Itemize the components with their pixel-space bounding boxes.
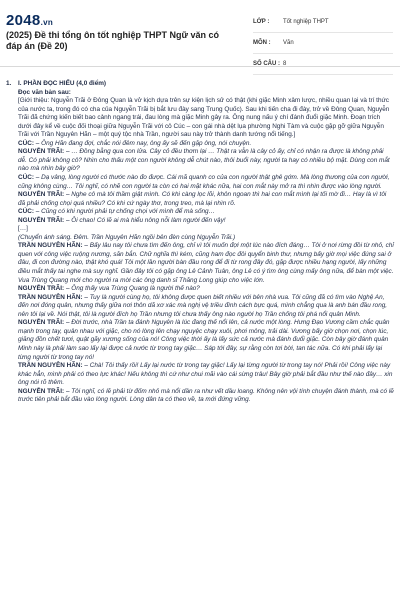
speaker-name: CÚC: — [18, 139, 34, 147]
ellipsis-marker: […] — [18, 225, 28, 233]
speaker-name: NGUYỄN TRÃI: — [18, 191, 65, 199]
dialogue-line — [18, 319, 394, 362]
speaker-name: NGUYỄN TRÃI: — [18, 285, 65, 293]
dialogue-line — [18, 148, 394, 174]
dialogue-line — [18, 388, 394, 405]
meta-row-question-count — [253, 54, 393, 75]
dialogue-line — [18, 242, 394, 285]
page-title: (2025) Đề thi tổng ôn tốt nghiệp THPT Ngữ văn có đáp án (Đề 20) — [6, 30, 220, 51]
site-logo[interactable] — [6, 12, 53, 29]
dialogue-text: – Nghe cô mà tôi thầm giật mình. Có khi càng lọc lõi, khôn ngoan thì hai con mắt mình lại tối mờ đi… Hay là vì tôi đã phải chống chọi quá nhiều? Có khi cứ ngày thơ, trong treo, mà lại nhìn rõ. — [18, 191, 387, 207]
dialogue-text: – Cũng có khi người phải tự chống chọi với mình để mà sống… — [35, 208, 216, 216]
dialogue-text: – Dạ vâng, lòng người có thước nào đo được. Cái mã quanh co của con người thật ghê gớm. Mà lòng thương của con người, cũng không cùng… Tôi nghĩ, có nhẽ con người ta còn có hai mặt khác nữa, hai con mắt này mở ra thì nhìn được vào lòng người. — [18, 174, 390, 190]
dialogue-text: – Tôi nghĩ, có lẽ phải từ đốm nhỏ mà nổi dần ra như vết dầu loang. Không nên vội tính chuyện đánh thành, mà có lẽ trước tiên phải bắt đầu vào lòng người. Lòng dân ta có theo về, ta mới đứng vững. — [18, 387, 394, 404]
read-label: Đọc văn bản sau: — [18, 88, 71, 96]
dialogue-text: – Chà! Tôi thấy rồi! Lấy lại nước từ trong tay giặc! Lấy lại từng người từ trong tay nó! Phải rồi! Công việc này khác hẳn, mình phải có theo lực khác! Nếu không thì cứ như chui mãi vào cái sừng trâu! Bây giờ phải bắt đầu như thế nào đây… xin ông nói rõ thêm. — [18, 362, 393, 387]
speaker-name: NGUYỄN TRÃI: — [18, 387, 65, 395]
dialogue-line — [18, 217, 394, 226]
speaker-name: TRẦN NGUYÊN HÃN: — [18, 362, 83, 370]
meta-value: Văn — [283, 40, 294, 46]
meta-row-class — [253, 12, 393, 33]
dialogue-line — [18, 362, 394, 388]
dialogue-text: – Ôi chao! Có lẽ ai mà hiểu nông nỗi làm người đến vậy! — [65, 216, 226, 224]
dialogue-text: – … Đồng bằng qua con lửa. Cây cỏ đều thơm lại … Thật ra vẫn là cây cỏ ấy, chỉ có nhận ra được là không phải dễ. Có phải không cô? Nhìn cho thấu một con người không dễ chút nào, thôi buổi này, người ta hay có nhiều bộ mặt. Dùng con mắt nào mà nhìn bây giờ? — [18, 148, 390, 173]
meta-row-subject — [253, 33, 393, 54]
speaker-name: CÚC: — [18, 208, 34, 216]
speaker-name: NGUYỄN TRÃI: — [18, 216, 65, 224]
dialogue-line — [18, 174, 394, 191]
section-heading — [6, 80, 394, 89]
dialogue-line — [18, 208, 394, 217]
dialogue-text: – Ông Hãn đang đợi, chắc nói đêm nay, ông ấy sẽ đến gặp ông, nói chuyện. — [35, 139, 252, 147]
dialogue-text: – Đời trước, nhà Trần ta đánh Nguyên là lúc đang thế nổi lên, cả nước một lòng. Hưng Đạo Vương cầm chắc quân mạnh trong tay, quân nhau với giặc, cho nó lòng lên chạy nguyệc chạy xuôi, phơi mông, trải dài. Vương bấy giờ chọn nơi, chọn lúc, giăng đồn chết tươi, quật gãy xương sống của nó! Công việc thời ấy là lấy sức cả nước mà đánh đuổi giặc. Còn bây giờ đánh quân Minh này là phải làm sao lấy lại được cả nước từ trong tay giặc… Sáp tới đây, sự rằng còn tơi bời, tan tác nữa. Có khi phải lấy lại từng người từ trong tay nó! — [18, 319, 390, 361]
speaker-name: TRẦN NGUYÊN HÃN: — [18, 293, 83, 301]
speaker-name: NGUYỄN TRÃI: — [18, 148, 65, 156]
question-content — [6, 80, 394, 405]
dialogue-text: – Ông thấy vua Trùng Quang là người thế nào? — [65, 285, 200, 293]
speaker-name: TRẦN NGUYÊN HÃN: — [18, 242, 83, 250]
speaker-name: CÚC: — [18, 174, 34, 182]
meta-key: SỐ CÂU : — [253, 61, 280, 67]
dialogue-line — [18, 285, 394, 294]
logo-tld: .vn — [40, 18, 54, 27]
logo-text: 2048 — [6, 12, 41, 29]
meta-key: MÔN : — [253, 40, 271, 46]
intro-paragraph: [Giới thiệu: Nguyễn Trãi ở Đông Quan là vở kịch dựa trên sự kiện lịch sử có thật (khi giặc Minh xâm lược, nhiều quan lại và trí thức của nước ta, trong đó có cha của Nguyễn Trãi bị bắt lưu đày sang Trung Quốc). Sau khi tiến cha đi đày, trở về Đông Quan, Nguyễn Trãi đã chứng kiến biết bao cảnh ngang trái, đau lòng mà giặc Minh gây ra. Ông nung nấu ý chí đánh đuổi giặc Minh. Đoạn trích dưới đây kể về cuộc đối thoại giữa Nguyễn Trãi với cô Cúc – con gái nhà dệt lụa phường Nghi Tàm và cuộc gặp gỡ giữa Nguyễn Trãi với Trần Nguyên Hãn – một quý tộc nhà Trần, người sau này trở thành danh tướng nổi tiếng.] — [18, 97, 390, 139]
meta-value: 8 — [283, 61, 287, 67]
dialogue-text: – Bấy lâu nay tôi chưa tìm đến ông, chỉ vì tôi muốn đợi một lúc nào đích đáng… Tôi ở nơi rừng đồi từ nhỏ, chỉ quen với công việc ruộng nương, săn bắn. Chữ nghĩa thì kém, cũng ham đọc đôi quyển binh thư, nhưng bấy giờ mọi việc đúng sai ở đâu, đi con đường nào, thật khó quá! Tôi một lần người bàn đầu rong để đi từ rong đây đó, gặp được nhiều hạng người, lấy những điều mắt thấy tai nghe mà suy nghĩ. Gần đây tôi có gặp ông Lê Cảnh Tuân, ông Lê có ý tìm ông cùng mấy ông nữa, để bàn một việc. Vua Trùng Quang mới cho người ra mời các ông danh sĩ Thăng Long giúp cho việc lớn. — [18, 242, 394, 284]
question-number: 1. — [6, 80, 12, 87]
dialogue-line — [18, 191, 394, 208]
meta-value: Tốt nghiệp THPT — [283, 19, 329, 25]
dialogue-line — [18, 294, 394, 320]
section-title: I. PHẦN ĐỌC HIỂU (4,0 điểm) — [18, 80, 107, 87]
page-header — [0, 0, 400, 67]
dialogue-text: – Tuy là người cùng họ, tôi không được quen biết nhiều với bên nhà vua. Tôi cũng đã có tìm vào Nghệ An, đến nơi đóng quân, nhưng thấy giữa nơi thôn dã xơ xác mà nghị vệ triều đình cách bực quá, mình chẳng qua là anh bán đầu rong, nên tôi lại về. Nói thật, tôi là người đích họ Trần nhưng tôi chưa thấy ông nào người họ Trần chống tôi phá nổi quân Minh. — [18, 293, 388, 318]
meta-key: LỚP : — [253, 19, 270, 25]
speaker-name: NGUYỄN TRÃI: — [18, 319, 65, 327]
meta-table — [253, 12, 393, 75]
stage-direction: (Chuyển ánh sáng. Đêm. Trần Nguyên Hãn ngồi bên đèn cùng Nguyễn Trãi.) — [18, 233, 236, 241]
